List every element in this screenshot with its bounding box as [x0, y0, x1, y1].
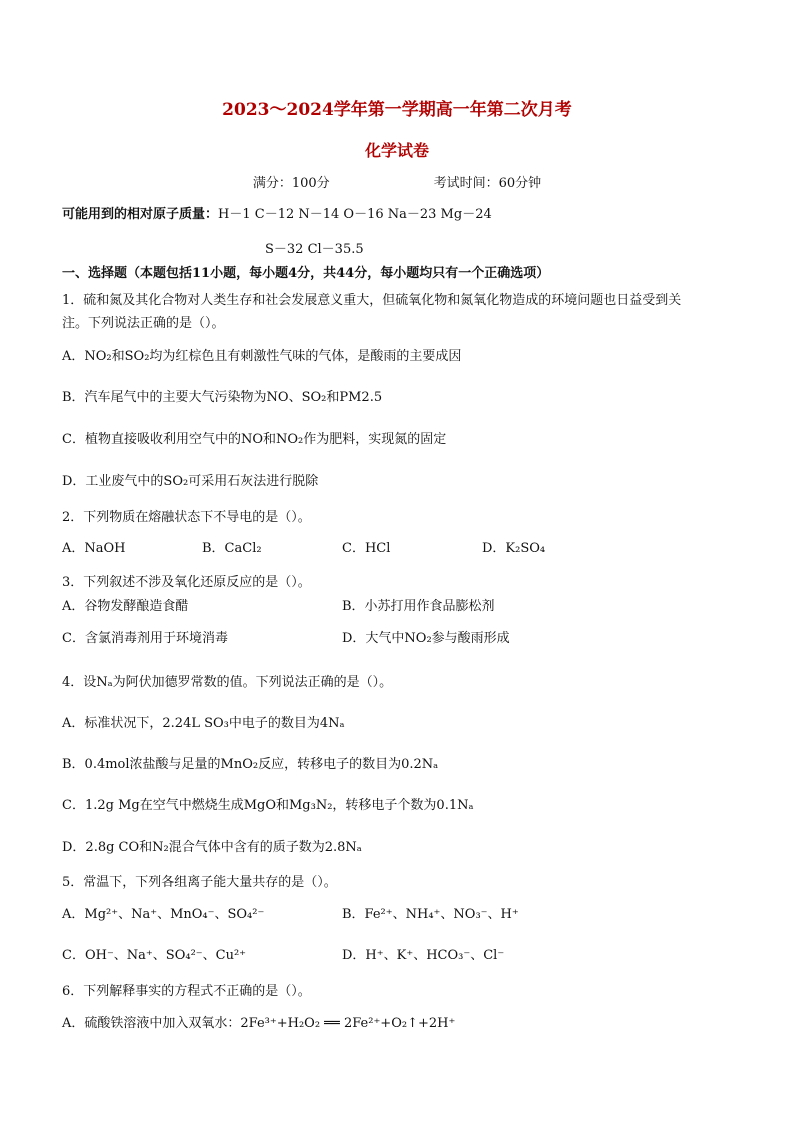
q1-stem-line2: 注。下列说法正确的是（）。	[62, 316, 225, 331]
atomic-mass-values: H－1 C－12 N－14 O－16 Na－23 Mg－24	[218, 207, 492, 222]
q4-option-a: A．标准状况下，2.24L SO₃中电子的数目为4Nₐ	[62, 716, 345, 731]
q1-option-d: D．工业废气中的SO₂可采用石灰法进行脱除	[62, 474, 319, 489]
q2-option-a: A．NaOH	[62, 541, 126, 556]
exam-time: 考试时间：60分钟	[433, 176, 542, 191]
atomic-mass-line1	[62, 207, 492, 223]
atomic-mass-label: 可能用到的相对原子质量：	[62, 207, 219, 222]
q5-option-d: D．H⁺、K⁺、HCO₃⁻、Cl⁻	[342, 948, 505, 963]
q1-option-c: C．植物直接吸收利用空气中的NO和NO₂作为肥料，实现氮的固定	[62, 432, 447, 447]
section1-heading: 一、选择题（本题包括11小题，每小题4分，共44分，每小题均只有一个正确选项）	[62, 266, 550, 281]
q1-stem-line1: 1．硫和氮及其化合物对人类生存和社会发展意义重大，但硫氧化物和氮氧化物造成的环境问题也日益受到关	[62, 293, 682, 308]
q4-option-b: B．0.4mol浓盐酸与足量的MnO₂反应，转移电子的数目为0.2Nₐ	[62, 757, 439, 772]
q2-option-b: B．CaCl₂	[202, 541, 262, 556]
q5-stem: 5．常温下，下列各组离子能大量共存的是（）。	[62, 875, 337, 890]
q4-option-d: D．2.8g CO和N₂混合气体中含有的质子数为2.8Nₐ	[62, 840, 362, 855]
exam-title: 2023～2024学年第一学期高一年第二次月考	[222, 100, 572, 120]
q1-option-a: A．NO₂和SO₂均为红棕色且有刺激性气味的气体，是酸雨的主要成因	[62, 349, 462, 364]
q2-option-d: D．K₂SO₄	[482, 541, 546, 556]
q5-option-b: B．Fe²⁺、NH₄⁺、NO₃⁻、H⁺	[342, 907, 519, 922]
q6-option-a: A．硫酸铁溶液中加入双氧水：2Fe³⁺+H₂O₂ ══ 2Fe²⁺+O₂↑+2H⁺	[62, 1016, 456, 1031]
q6-stem: 6．下列解释事实的方程式不正确的是（）。	[62, 984, 311, 999]
q2-stem: 2．下列物质在熔融状态下不导电的是（）。	[62, 510, 311, 525]
q4-option-c: C．1.2g Mg在空气中燃烧生成MgO和Mg₃N₂，转移电子个数为0.1Nₐ	[62, 798, 474, 813]
q3-stem: 3．下列叙述不涉及氧化还原反应的是（）。	[62, 575, 311, 590]
q3-option-a: A．谷物发酵酿造食醋	[62, 599, 189, 614]
q1-option-b: B．汽车尾气中的主要大气污染物为NO、SO₂和PM2.5	[62, 390, 383, 405]
exam-subtitle: 化学试卷	[364, 141, 429, 160]
q3-option-b: B．小苏打用作食品膨松剂	[342, 599, 495, 614]
q3-option-d: D．大气中NO₂参与酸雨形成	[342, 631, 510, 646]
exam-meta	[0, 176, 794, 192]
full-score: 满分：100分	[252, 176, 330, 191]
q3-option-c: C．含氯消毒剂用于环境消毒	[62, 631, 228, 646]
q2-option-c: C．HCl	[342, 541, 391, 556]
q4-stem: 4．设Nₐ为阿伏加德罗常数的值。下列说法正确的是（）。	[62, 675, 393, 690]
atomic-mass-line2: S－32 Cl－35.5	[265, 242, 364, 257]
q5-option-c: C．OH⁻、Na⁺、SO₄²⁻、Cu²⁺	[62, 948, 247, 963]
q5-option-a: A．Mg²⁺、Na⁺、MnO₄⁻、SO₄²⁻	[62, 907, 265, 922]
